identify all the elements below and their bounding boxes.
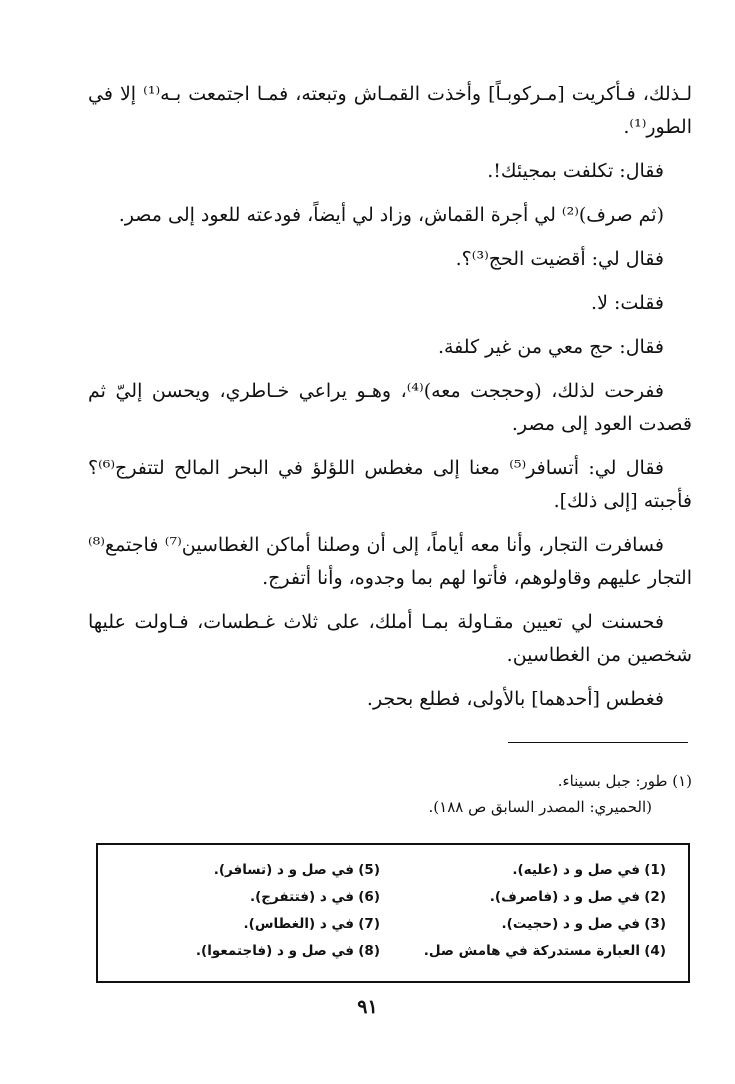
footnote-line-2: (الحميري: المصدر السابق ص ١٨٨). [428, 798, 652, 816]
variant-text: في صل و د (فاجتمعوا). [195, 943, 354, 959]
paragraph-11: فغطس [أحدهما] بالأولى، فطلع بحجر. [366, 688, 664, 710]
variant-text: في صل و د (عليه). [512, 862, 640, 878]
variants-column-right [416, 857, 666, 965]
variant-note [130, 911, 380, 938]
variant-text: في صل و د (فاصرف). [489, 889, 640, 905]
variant-text: في د (فتتفرج). [250, 889, 354, 905]
paragraph-8: فقال لي: أتسافر⁽⁵⁾ معنا إلى مغطس اللؤلؤ في البحر المالح لتتفرج⁽⁶⁾؟ فأجبته [إلى ذلك]. [88, 457, 692, 512]
paragraph-7: ففرحت لذلك، (وحججت معه)⁽⁴⁾، وهـو يراعي خـاطري، ويحسن إليّ ثم قصدت العود إلى مصر. [88, 380, 692, 435]
footnote-line-1: (١) طور: جبل بسيناء. [557, 772, 692, 790]
variant-number: (6) [358, 889, 380, 905]
variant-number: (8) [358, 943, 380, 959]
paragraph-4: فقال لي: أقضيت الحج⁽³⁾؟. [455, 248, 664, 270]
paragraph-3: (ثم صرف)⁽²⁾ لي أجرة القماش، وزاد لي أيضاً، فودعته للعود إلى مصر. [118, 204, 664, 226]
variant-number: (3) [644, 916, 666, 932]
paragraph-1: لـذلك، فـأكريت [مـركوبـاً] وأخذت القمـاش وتبعته، فمـا اجتمعت بـه⁽¹⁾ إلا في الطور⁽¹⁾. [88, 83, 692, 138]
main-text [88, 78, 692, 727]
variants-box [96, 843, 690, 983]
variant-number: (7) [358, 916, 380, 932]
footnote [88, 768, 692, 820]
paragraph-9: فسافرت التجار، وأنا معه أياماً، إلى أن وصلنا أماكن الغطاسين⁽⁷⁾ فاجتمع⁽⁸⁾ التجار عليهم وقاولوهم، فأتوا لهم بما وجدوه، وأنا أتفرج. [88, 534, 692, 589]
variants-column-left [130, 857, 380, 965]
variant-note [416, 911, 666, 938]
variant-note [130, 857, 380, 884]
variant-number: (4) [644, 943, 666, 959]
page-number: ٩١ [357, 996, 378, 1018]
variant-text: العبارة مستدركة في هامش صل. [423, 943, 640, 959]
variant-note [130, 938, 380, 965]
variant-note [416, 857, 666, 884]
variant-note [416, 938, 666, 965]
variant-text: في د (الغطاس). [243, 916, 354, 932]
paragraph-6: فقال: حج معي من غير كلفة. [437, 336, 664, 358]
paragraph-5: فقلت: لا. [591, 292, 664, 314]
paragraph-2: فقال: تكلفت بمجيئك!. [487, 160, 664, 182]
variant-number: (5) [358, 862, 380, 878]
variant-note [416, 884, 666, 911]
footnote-divider [508, 742, 688, 743]
paragraph-10: فحسنت لي تعيين مقـاولة بمـا أملك، على ثلاث غـطسات، فـاولت عليها شخصين من الغطاسين. [88, 611, 692, 666]
variant-text: في صل و د (تسافر). [213, 862, 354, 878]
variant-number: (1) [644, 862, 666, 878]
variant-text: في صل و د (حجيت). [501, 916, 640, 932]
variant-note [130, 884, 380, 911]
variant-number: (2) [644, 889, 666, 905]
